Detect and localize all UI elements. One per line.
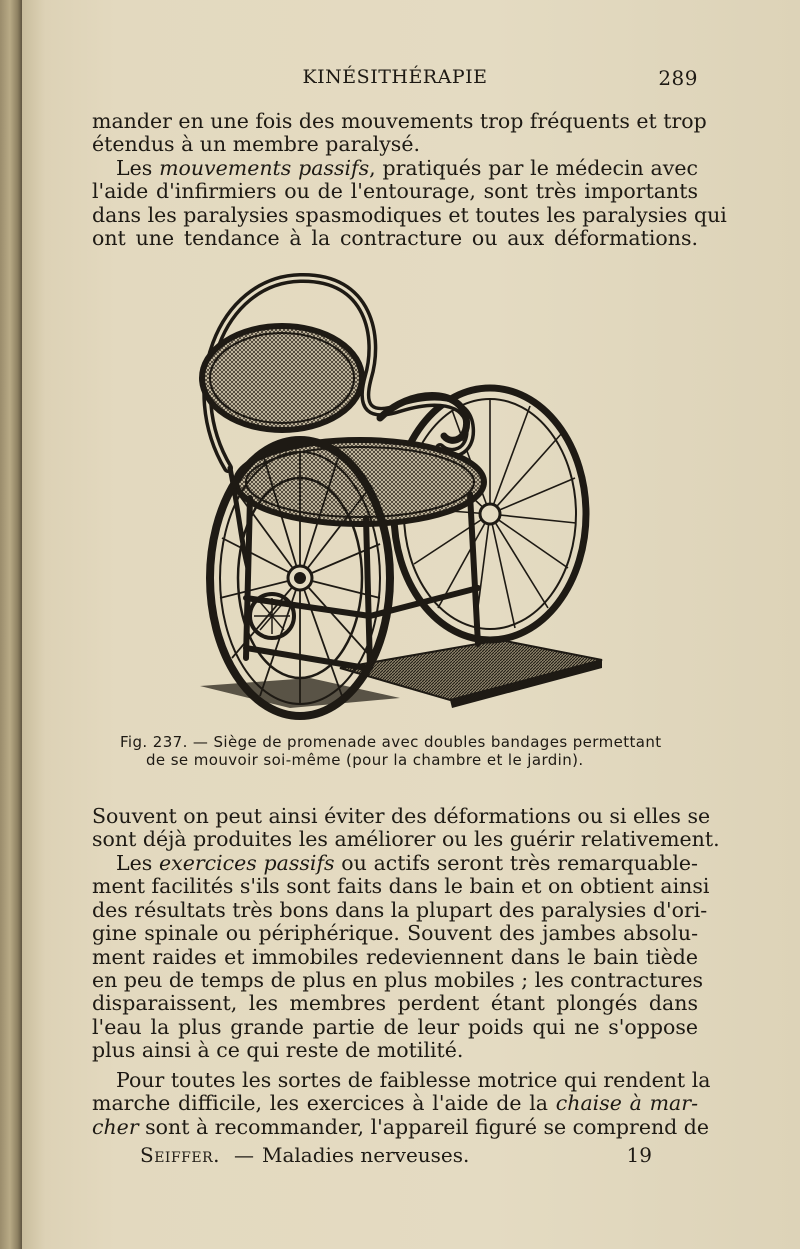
text-line: étendus à un membre paralysé. [92,132,420,157]
caption-line: de se mouvoir soi-même (pour la chambre et le jardin). [146,751,584,769]
page-footer [140,1143,660,1171]
text-line: dans les paralysies spasmodiques et toutes les paralysies qui [92,202,727,227]
figure-wheelchair [170,268,610,728]
text-line [92,852,698,875]
text-fragment: Les [116,851,159,875]
text-line: l'eau la plus grande partie de leur poids qui ne s'oppose [92,1014,698,1039]
emphasis-chaise-a-marcher: chaise à mar- [555,1091,698,1116]
text-line: l'aide d'infirmiers ou de l'entourage, sont très importants [92,179,698,204]
paragraph-2 [92,156,727,251]
text-line: Souvent on peut ainsi éviter des déformations ou si elles se [92,804,711,828]
text-line: des résultats très bons dans la plupart des paralysies d'ori- [92,897,708,922]
book-gutter [0,0,22,1249]
figure-caption [120,733,690,769]
text-line: disparaissent, les membres perdent étant plongés dans [92,991,698,1016]
text-line: ment raides et immobiles redeviennent dans le bain tiède [92,944,698,969]
text-fragment: , pratiqués par le médecin avec [369,156,698,180]
text-fragment: sont à recommander, l'appareil figuré se comprend de [138,1114,710,1139]
caption-line: Fig. 237. — Siège de promenade avec doubles bandages permettant [120,733,662,751]
front-wheel [210,440,390,716]
emphasis-exercices-passifs: exercices passifs [159,851,335,875]
emphasis-cher: cher [92,1114,139,1139]
text-line [92,1114,710,1139]
emphasis-mouvements-passifs: mouvements passifs [159,156,370,180]
paragraph-4 [92,851,710,1063]
text-line [92,1092,698,1115]
footer-dash: — [234,1143,254,1167]
running-title: KINÉSITHÉRAPIE [302,66,488,88]
text-line: Pour toutes les sortes de faiblesse motrice qui rendent la [116,1068,711,1092]
footer-author: Seiffer. [140,1143,220,1167]
text-line: gine spinale ou périphérique. Souvent des jambes absolu- [92,921,698,946]
paragraph-1 [92,109,707,157]
text-line: ment facilités s'ils sont faits dans le bain et on obtient ainsi [92,874,710,899]
text-line [92,157,698,180]
footer-signature-mark: 19 [626,1143,652,1167]
text-line: sont déjà produites les améliorer ou les guérir relativement. [92,827,720,852]
text-line: en peu de temps de plus en plus mobiles ; les contractures [92,968,704,993]
paragraph-5 [92,1068,711,1139]
text-fragment: ou actifs seront très remarquable- [334,851,698,875]
text-fragment: marche difficile, les exercices à l'aide de la [92,1091,556,1116]
paragraph-3 [92,804,720,852]
running-header [92,64,698,94]
wheelchair-illustration-icon [170,268,610,728]
text-line: ont une tendance à la contracture ou aux déformations. [92,226,698,251]
text-line: plus ainsi à ce qui reste de motilité. [92,1038,464,1063]
text-fragment: Les [116,156,160,180]
page-number: 289 [658,66,698,90]
footer-book-title: Maladies nerveuses. [262,1143,470,1167]
text-line: mander en une fois des mouvements trop fréquents et trop [92,109,707,133]
